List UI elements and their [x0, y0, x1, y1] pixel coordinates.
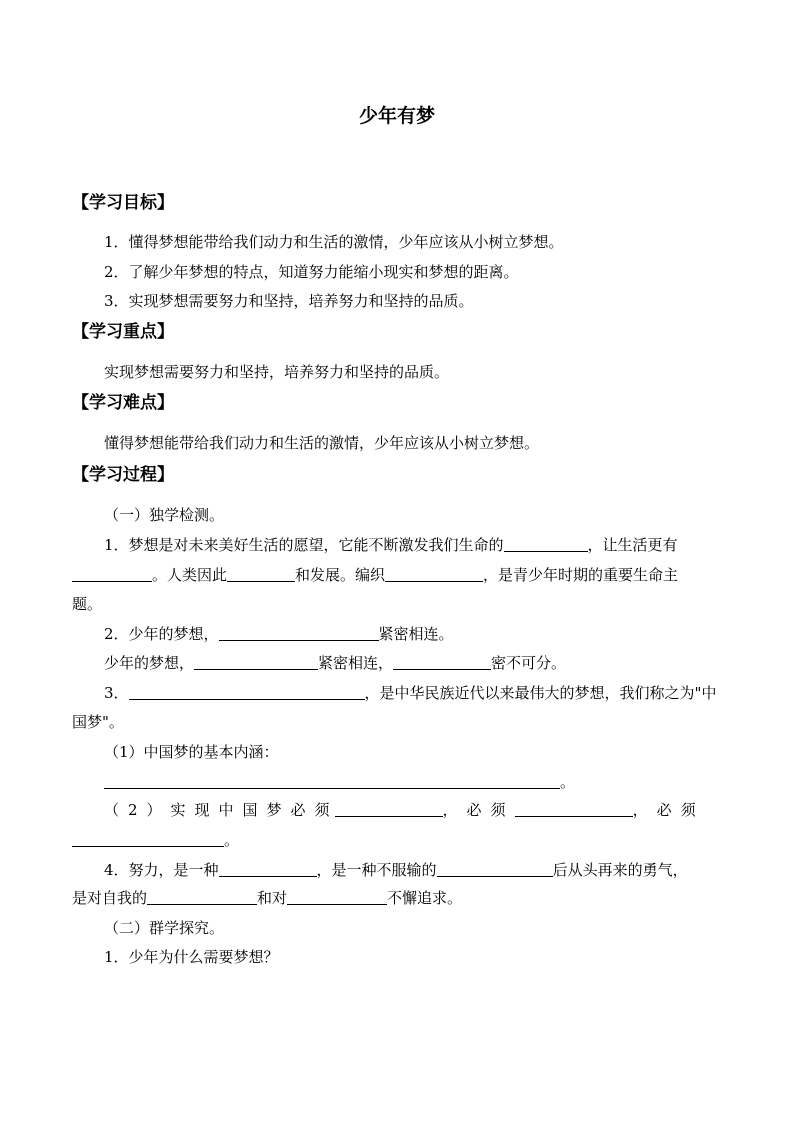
q3-line1 — [104, 683, 716, 703]
q4-text-d: 是对自我的 — [72, 889, 148, 907]
q5-question: 1．少年为什么需要梦想？ — [104, 948, 279, 966]
part1-label: （一）独学检测。 — [104, 506, 225, 524]
q4-text-e: 和对 — [257, 889, 288, 907]
q2-blank-1[interactable] — [219, 625, 379, 641]
q1-blank-3[interactable] — [227, 566, 295, 582]
goal-item-3: 3．实现梦想需要努力和坚持，培养努力和坚持的品质。 — [104, 292, 474, 310]
q3-sub1-label: （1）中国梦的基本内涵： — [104, 743, 279, 761]
q1-text-b: ，让生活更有 — [587, 536, 678, 554]
q1-blank-2[interactable] — [72, 566, 152, 582]
goals-heading: 【学习目标】 — [72, 193, 174, 213]
q3-text-b: ，是中华民族近代以来最伟大的梦想，我们称之为"中 — [364, 684, 717, 702]
q4-blank-1[interactable] — [219, 861, 317, 877]
q3-sub1-blank[interactable] — [104, 773, 560, 789]
process-heading: 【学习过程】 — [72, 465, 174, 485]
q3-sub2-blank-2[interactable] — [515, 801, 633, 817]
q4-blank-4[interactable] — [287, 889, 387, 905]
q2-text-e: 密不可分。 — [491, 654, 567, 672]
q3-sub2-text-b: ，必须 — [442, 801, 515, 819]
q1-line3: 题。 — [72, 595, 103, 613]
goal-item-1: 1．懂得梦想能带给我们动力和生活的激情，少年应该从小树立梦想。 — [104, 233, 564, 251]
page-title: 少年有梦 — [358, 105, 435, 127]
q4-blank-3[interactable] — [147, 889, 257, 905]
q3-blank-1[interactable] — [129, 684, 365, 700]
part2-label: （二）群学探究。 — [104, 919, 225, 937]
q1-line1 — [104, 535, 678, 555]
q4-blank-2[interactable] — [437, 861, 553, 877]
q4-line2 — [72, 888, 462, 908]
key-heading: 【学习重点】 — [72, 322, 174, 342]
q3-sub2-text-a: （2）实现中国梦必须 — [104, 801, 339, 819]
q2-text-d: 紧密相连， — [318, 654, 394, 672]
q1-blank-4[interactable] — [385, 566, 483, 582]
q4-text-f: 不懈追求。 — [387, 889, 463, 907]
q4-text-a: 4．努力，是一种 — [104, 861, 219, 879]
q4-text-b: ，是一种不服输的 — [316, 861, 437, 879]
q3-sub2-text-c: ，必须 — [632, 801, 705, 819]
difficulty-text: 懂得梦想能带给我们动力和生活的激情，少年应该从小树立梦想。 — [104, 434, 540, 452]
q3-sub1-answer — [104, 772, 575, 792]
q3-sub2-line2 — [72, 830, 239, 850]
q1-line2 — [72, 565, 678, 585]
q4-line1 — [104, 860, 688, 880]
q1-text-a: 1．梦想是对未来美好生活的愿望，它能不断激发我们生命的 — [104, 536, 504, 554]
q1-blank-1[interactable] — [504, 536, 588, 552]
q2-line1 — [104, 624, 454, 644]
q2-blank-3[interactable] — [393, 654, 491, 670]
q2-text-c: 少年的梦想， — [104, 654, 195, 672]
q1-text-d: 和发展。编织 — [295, 566, 386, 584]
q2-line2 — [104, 653, 566, 673]
q2-text-b: 紧密相连。 — [378, 625, 454, 643]
goal-item-2: 2．了解少年梦想的特点，知道努力能缩小现实和梦想的距离。 — [104, 263, 519, 281]
q3-line2: 国梦"。 — [72, 713, 124, 731]
q2-text-a: 2．少年的梦想， — [104, 625, 219, 643]
q2-blank-2[interactable] — [194, 654, 318, 670]
q3-sub2-line1 — [104, 800, 705, 820]
q1-text-e: ，是青少年时期的重要生命主 — [483, 566, 679, 584]
q1-text-c: 。人类因此 — [152, 566, 228, 584]
q3-sub1-period: 。 — [560, 773, 576, 791]
q3-sub2-blank-3[interactable] — [72, 831, 224, 847]
q3-text-a: 3． — [104, 684, 129, 702]
q3-sub2-blank-1[interactable] — [335, 801, 443, 817]
key-text: 实现梦想需要努力和坚持，培养努力和坚持的品质。 — [104, 363, 450, 381]
difficulty-heading: 【学习难点】 — [72, 393, 174, 413]
q4-text-c: 后从头再来的勇气， — [552, 861, 688, 879]
q3-sub2-text-d: 。 — [224, 831, 240, 849]
